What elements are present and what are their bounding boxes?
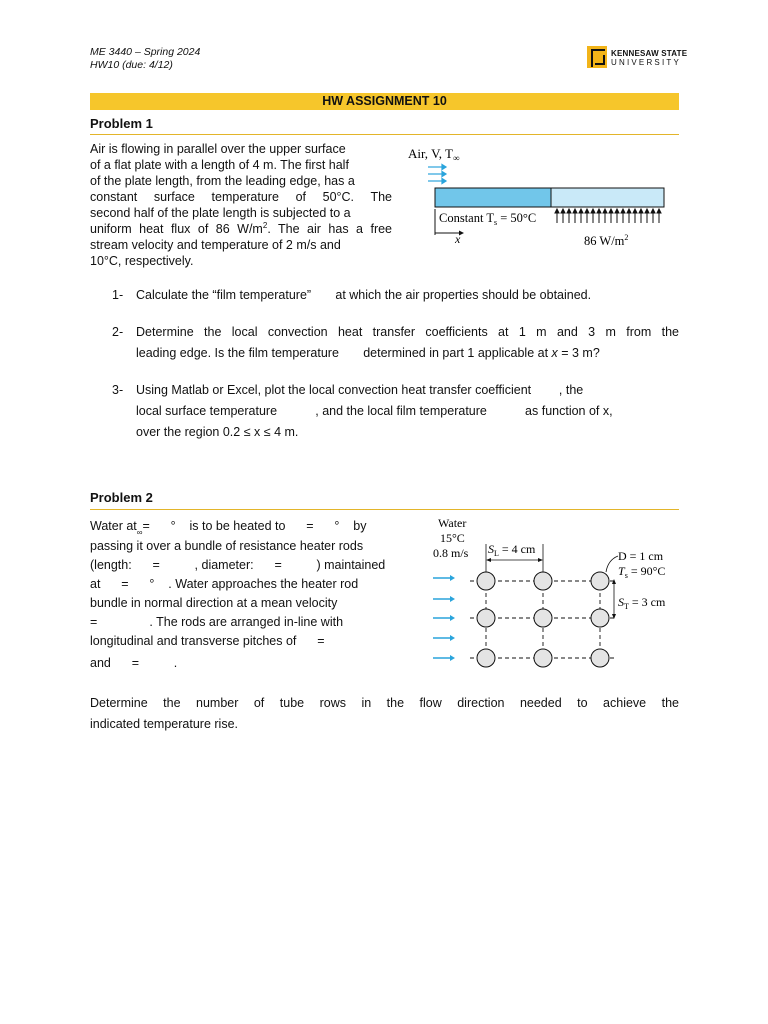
heat-flux-arrows	[555, 209, 661, 223]
problem1-item-2: 2- Determine the local convection heat transfer coefficients at 1 m and 3 m from the leading edge. Is the film temperature determined in part 1 applicable at x = 3 m?	[112, 325, 679, 360]
flux-arrowhead	[585, 209, 589, 213]
diameter-pointer	[606, 556, 618, 572]
logo-line2: UNIVERSITY	[611, 58, 682, 67]
flux-arrowhead	[627, 209, 631, 213]
constant-ts-label: Constant $T_s = 50^\circ C$	[439, 211, 537, 227]
flux-arrowhead	[567, 209, 571, 213]
flow-arrowhead	[450, 635, 455, 641]
logo-line1: KENNESAW STATE	[611, 49, 688, 58]
flow-arrowhead	[450, 615, 455, 621]
flux-arrowhead	[645, 209, 649, 213]
ts-label: $T_s = 90^\circ C$	[618, 564, 666, 580]
flux-arrowhead	[609, 209, 613, 213]
page-title: HW ASSIGNMENT 10	[90, 93, 679, 110]
flux-arrowhead	[603, 209, 607, 213]
flux-arrowhead	[657, 209, 661, 213]
tube-rod	[591, 609, 609, 627]
st-label: $S_T = 3$ cm	[618, 595, 666, 611]
tube-rod	[477, 609, 495, 627]
problem1-item-1: 1- Calculate the “film temperature” at which the air properties should be obtained.	[112, 288, 592, 302]
problem2-heading: Problem 2	[90, 490, 153, 505]
tube-rod	[534, 649, 552, 667]
flux-arrowhead	[561, 209, 565, 213]
tube-rod	[591, 572, 609, 590]
water-temp: 15°C	[440, 531, 465, 545]
flux-label: 86 $W/m^2$	[584, 233, 629, 248]
water-flow-arrows	[433, 575, 455, 661]
problem1-item-3: 3- Using Matlab or Excel, plot the local convection heat transfer coefficient , the local surface temperature , and the local film temperature as function of x, over the region 0.2 ≤ x ≤ 4 m.	[112, 383, 613, 439]
problem2-statement: Water $at_\infty=$ ° is to be heated to = ° by passing it over a bundle of resistance heater rods (length: = , diameter: = ) maintained at = ° . Water approaches the heater rod bundle in normal direction at a mean velocity = . The rods are arranged in-line with longitudinal and transverse pitches of = and = .	[90, 519, 386, 670]
problem1-heading: Problem 1	[90, 116, 153, 131]
course-title: ME 3440 – Spring 2024	[90, 46, 201, 58]
air-label: Air, V, $T_\infty$	[408, 146, 460, 163]
flow-arrowhead	[450, 596, 455, 602]
plate-first-half	[435, 188, 551, 207]
problem2-divider	[90, 509, 679, 510]
flux-arrowhead	[555, 209, 559, 213]
flux-arrowhead	[597, 209, 601, 213]
plate-second-half	[551, 188, 664, 207]
flux-arrowhead	[591, 209, 595, 213]
problem1-divider	[90, 134, 679, 135]
ks-logo-icon	[587, 46, 607, 68]
water-velocity: 0.8 m/s	[433, 546, 469, 560]
tube-rod	[534, 572, 552, 590]
university-logo	[587, 46, 688, 70]
flux-arrowhead	[573, 209, 577, 213]
flux-arrowhead	[651, 209, 655, 213]
x-label: x	[455, 232, 461, 246]
tube-bundle-figure	[428, 514, 680, 676]
air-flow-arrows	[428, 165, 446, 184]
flux-arrowhead	[615, 209, 619, 213]
tube-rod	[477, 572, 495, 590]
flow-arrowhead	[450, 575, 455, 581]
flux-arrowhead	[633, 209, 637, 213]
flux-arrowhead	[621, 209, 625, 213]
flux-arrowhead	[639, 209, 643, 213]
tube-rods	[477, 572, 609, 667]
tube-rod	[591, 649, 609, 667]
flow-arrowhead	[450, 655, 455, 661]
tube-rod	[477, 649, 495, 667]
sl-label: $S_L = 4$ cm	[488, 542, 536, 558]
flux-arrowhead	[579, 209, 583, 213]
diameter-label: D = 1 cm	[618, 549, 664, 563]
plate-figure	[404, 141, 680, 251]
problem1-statement: Air is flowing in parallel over the upper surface of a flat plate with a length of 4 m. The first half of the plate length, from the leading edge, has a constant surface temperature of 50°C. The second half of the plate length is subjected to a uniform heat flux of 86 $W/m^2$. The air has a free stream velocity and temperature of 2 m/s and 10°C, respectively.	[90, 142, 393, 268]
tube-rod	[534, 609, 552, 627]
water-label: Water	[438, 516, 467, 530]
hw-due: HW10 (due: 4/12)	[90, 59, 173, 71]
problem2-task: Determine the number of tube rows in the flow direction needed to achieve the indicated temperature rise.	[90, 696, 679, 731]
course-header	[90, 46, 200, 72]
